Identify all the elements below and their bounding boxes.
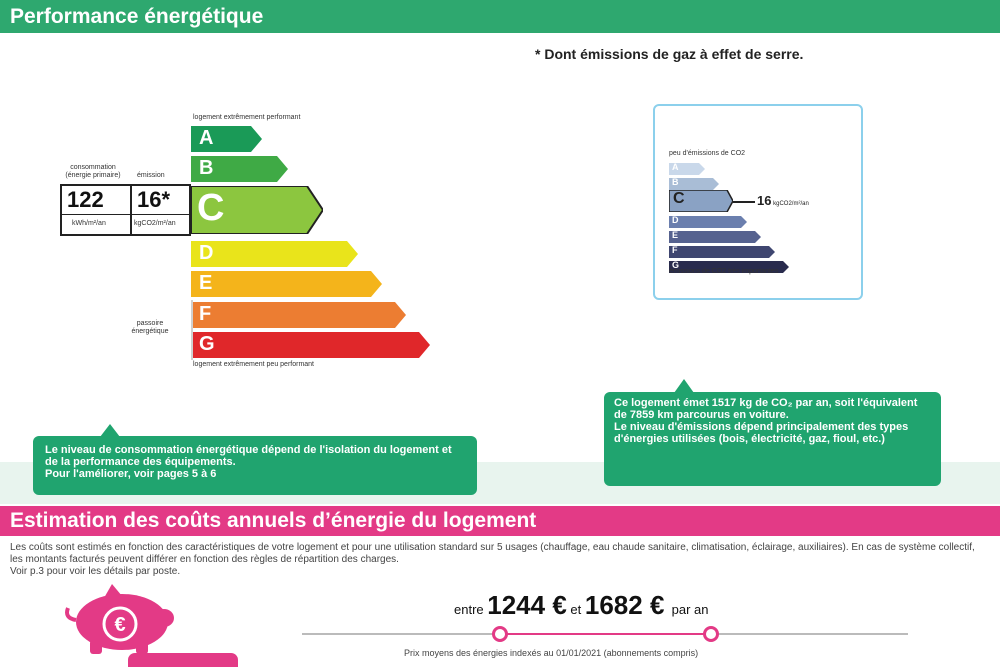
price-note: Prix moyens des énergies indexés au 01/01/2021 (abonnements compris) (404, 648, 699, 658)
emission-info-bubble (604, 392, 941, 486)
ghg-class-letter: D (672, 215, 679, 225)
cost-description-text-2: Voir p.3 pour voir les détails par poste. (10, 566, 181, 577)
ghg-class-letter: C (673, 190, 685, 207)
range-join: et (570, 602, 582, 617)
consumption-info-link: Pour l'améliorer, voir pages 5 à 6 (45, 468, 217, 480)
energy-class-letter: B (199, 157, 214, 179)
cost-max: 1682 € (584, 590, 665, 620)
ghg-class-f (669, 245, 775, 257)
box-rule (62, 214, 189, 215)
cost-range-segment (500, 633, 712, 635)
passoire-caption: passoire énergétique (131, 320, 169, 335)
ghg-class-letter: A (672, 162, 679, 172)
emission-info-text-2: Le niveau d'émissions dépend principalement des types d'énergies utilisées (bois, électricité, gaz, fioul, etc.) (614, 421, 909, 445)
cost-header (0, 506, 1000, 536)
bubble-right-pointer (674, 379, 694, 393)
ghg-class-letter: E (672, 230, 679, 240)
cost-min: 1244 € (487, 590, 567, 620)
performance-header (0, 0, 1000, 33)
ghg-scale-bottom-caption: émissions de CO2 très importantes (669, 268, 779, 275)
ghg-class-d (669, 215, 747, 227)
emission-info-text: Ce logement émet 1517 kg de CO₂ par an, soit l'équivalent de 7859 km parcourus en voiture. (614, 397, 918, 421)
ghg-footnote: * Dont émissions de gaz à effet de serre. (535, 46, 804, 62)
energy-class-letter: F (199, 303, 212, 325)
svg-text:€: € (114, 614, 126, 636)
consumption-value: 122 (67, 187, 104, 212)
performance-title: Performance énergétique (10, 5, 264, 28)
energy-class-letter: G (199, 333, 215, 355)
consumption-info-bubble (33, 436, 477, 495)
range-suffix: par an (671, 602, 709, 617)
energy-class-a (191, 126, 262, 152)
ghg-scale-frame (653, 104, 863, 300)
energy-class-letter: C (197, 187, 225, 229)
ghg-class-e (669, 230, 761, 242)
ghg-class-letter: B (672, 177, 679, 187)
piggy-bank-icon (60, 584, 180, 659)
energy-class-b (191, 156, 288, 182)
ghg-class-b (669, 177, 719, 189)
energy-scale-bottom-caption: logement extrêmement peu performant (193, 361, 315, 368)
consumption-unit: kWh/m²/an (72, 220, 106, 227)
energy-class-letter: D (199, 242, 214, 264)
energy-class-g (191, 332, 430, 358)
piggy-pink-base (128, 653, 238, 667)
cost-range (454, 590, 709, 621)
consumption-caption: consommation (énergie primaire) (65, 164, 121, 179)
cost-max-marker (703, 626, 719, 642)
consumption-box (60, 184, 191, 236)
energy-class-c (191, 186, 323, 234)
emission-caption: émission (137, 172, 165, 179)
ghg-class-c (669, 190, 733, 212)
energy-scale-top-caption: logement extrêmement performant (193, 114, 301, 121)
energy-class-e (191, 271, 382, 297)
energy-class-letter: E (199, 272, 213, 294)
energy-class-letter: A (199, 127, 214, 149)
ghg-class-letter: G (672, 260, 680, 270)
ghg-current-value (757, 193, 809, 208)
cost-title: Estimation des coûts annuels d’énergie du logement (10, 509, 537, 532)
box-divider (130, 186, 132, 234)
cost-description (10, 542, 985, 578)
consumption-info-text: Le niveau de consommation énergétique dépend de l'isolation du logement et de la performance des équipements. (45, 444, 452, 468)
ghg-value-number: 16 (757, 193, 772, 208)
energy-class-d (191, 241, 358, 267)
range-prefix: entre (454, 602, 484, 617)
ghg-scale-top-caption: peu d'émissions de CO2 (669, 150, 746, 157)
energy-class-f (191, 302, 406, 328)
emission-unit: kgCO2/m²/an (134, 220, 176, 227)
cost-description-text: Les coûts sont estimés en fonction des caractéristiques de votre logement et pour une utilisation standard sur 5 usages (chauffage, eau chaude sanitaire, climatisation, éclairage, auxiliaires). En cas de système collectif, les montants facturés peuvent différer en fonction des règles de répartition des charges. (10, 542, 975, 565)
ghg-value-unit: kgCO2/m²/an (771, 201, 809, 207)
passoire-bracket (191, 300, 193, 360)
ghg-class-a (669, 162, 705, 174)
ghg-class-letter: F (672, 245, 678, 255)
cost-min-marker (492, 626, 508, 642)
emission-value: 16* (137, 187, 171, 212)
ghg-value-leader (733, 201, 755, 203)
